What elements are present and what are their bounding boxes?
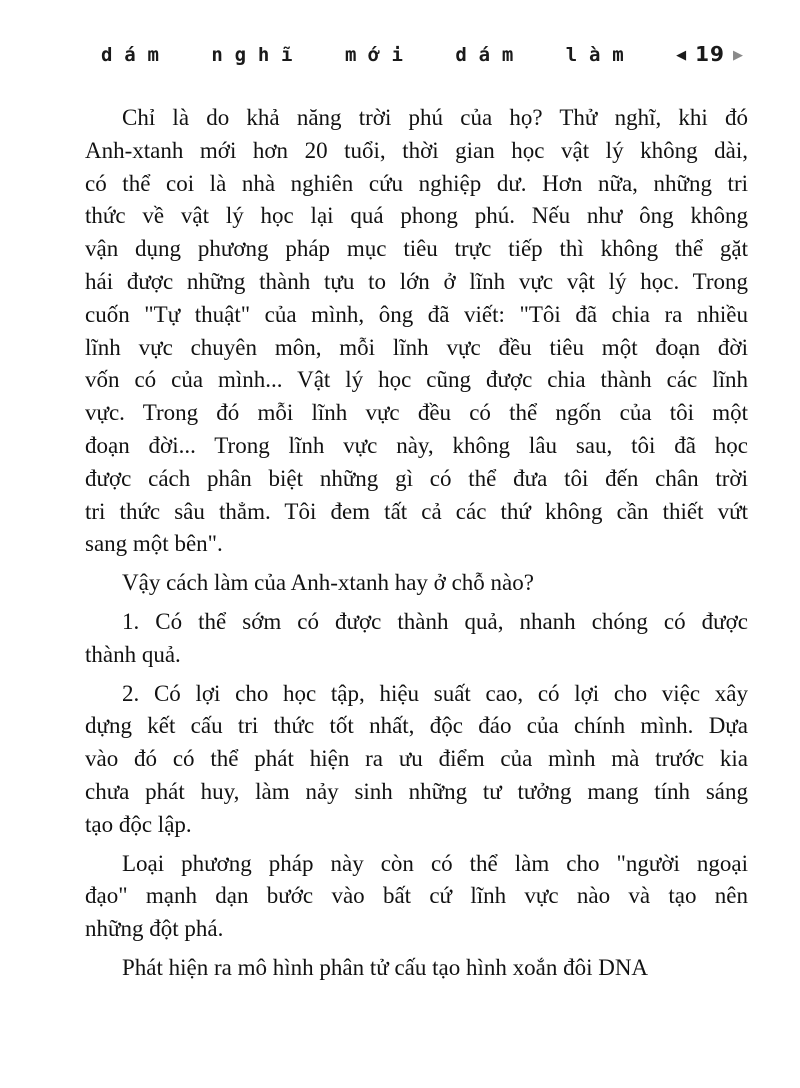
text-line: vận dụng phương pháp mục tiêu trực tiếp thì không thể gặt — [85, 236, 748, 262]
text-line: Chỉ là do khả năng trời phú của họ? Thử nghĩ, khi đó — [122, 105, 748, 130]
text-line: Anh-xtanh mới hơn 20 tuổi, thời gian học vật lý không dài, — [85, 137, 748, 163]
text-line: thành quả. — [85, 641, 181, 667]
text-line: tri thức sâu thẳm. Tôi đem tất cả các thứ không cần thiết vứt — [85, 498, 748, 524]
text-line: sang một bên". — [85, 531, 223, 557]
text-line: thức về vật lý học lại quá phong phú. Nếu như ông không — [85, 203, 748, 229]
page-number-marker — [676, 42, 744, 66]
paragraph — [85, 102, 748, 561]
header-word: nghĩ — [211, 44, 305, 66]
right-triangle-icon: ▶ — [732, 48, 744, 63]
text-line: đạo" mạnh dạn bước vào bất cứ lĩnh vực nào và tạo nên — [85, 883, 748, 909]
page-body — [85, 102, 748, 985]
paragraph — [85, 678, 748, 842]
paragraph — [85, 567, 748, 600]
text-line: có thể coi là nhà nghiên cứu nghiệp dư. Hơn nữa, những tri — [85, 170, 748, 196]
text-line: 2. Có lợi cho học tập, hiệu suất cao, có lợi cho việc xây — [122, 680, 748, 706]
text-line: Phát hiện ra mô hình phân tử cấu tạo hình xoắn đôi DNA — [122, 954, 649, 980]
text-line: cuốn "Tự thuật" của mình, ông đã viết: "Tôi đã chia ra nhiều — [85, 301, 748, 327]
header-word: làm — [565, 44, 636, 66]
header-word: dám — [455, 44, 526, 66]
text-line: vào đó có thể phát hiện ra ưu điểm của mình mà trước kia — [85, 746, 748, 772]
header-word: mới — [345, 44, 415, 66]
text-line: vực. Trong đó mỗi lĩnh vực đều có thể ngốn của tôi một — [85, 400, 748, 426]
page-header — [101, 42, 744, 66]
text-line: vốn có của mình... Vật lý học cũng được chia thành các lĩnh — [85, 367, 748, 393]
header-word: dám — [101, 44, 171, 66]
text-line: chưa phát huy, làm nảy sinh những tư tưởng mang tính sáng — [85, 778, 748, 804]
paragraph — [85, 848, 748, 946]
text-line: lĩnh vực chuyên môn, mỗi lĩnh vực đều tiêu một đoạn đời — [85, 334, 748, 360]
text-line: hái được những thành tựu to lớn ở lĩnh vực vật lý học. Trong — [85, 268, 748, 294]
text-line: Vậy cách làm của Anh-xtanh hay ở chỗ nào? — [122, 570, 534, 596]
left-triangle-icon: ◀ — [676, 48, 688, 63]
paragraph — [85, 606, 748, 672]
text-line: đoạn đời... Trong lĩnh vực này, không lâu sau, tôi đã học — [85, 432, 748, 458]
text-line: dựng kết cấu tri thức tốt nhất, độc đáo của chính mình. Dựa — [85, 713, 748, 739]
paragraph — [85, 952, 748, 985]
text-line: được cách phân biệt những gì có thể đưa tôi đến chân trời — [85, 465, 748, 491]
text-line: những đột phá. — [85, 916, 224, 942]
text-line: tạo độc lập. — [85, 811, 192, 837]
page-number: 19 — [695, 42, 725, 66]
text-line: 1. Có thể sớm có được thành quả, nhanh chóng có được — [122, 608, 748, 634]
text-line: Loại phương pháp này còn có thể làm cho "người ngoại — [122, 850, 748, 876]
